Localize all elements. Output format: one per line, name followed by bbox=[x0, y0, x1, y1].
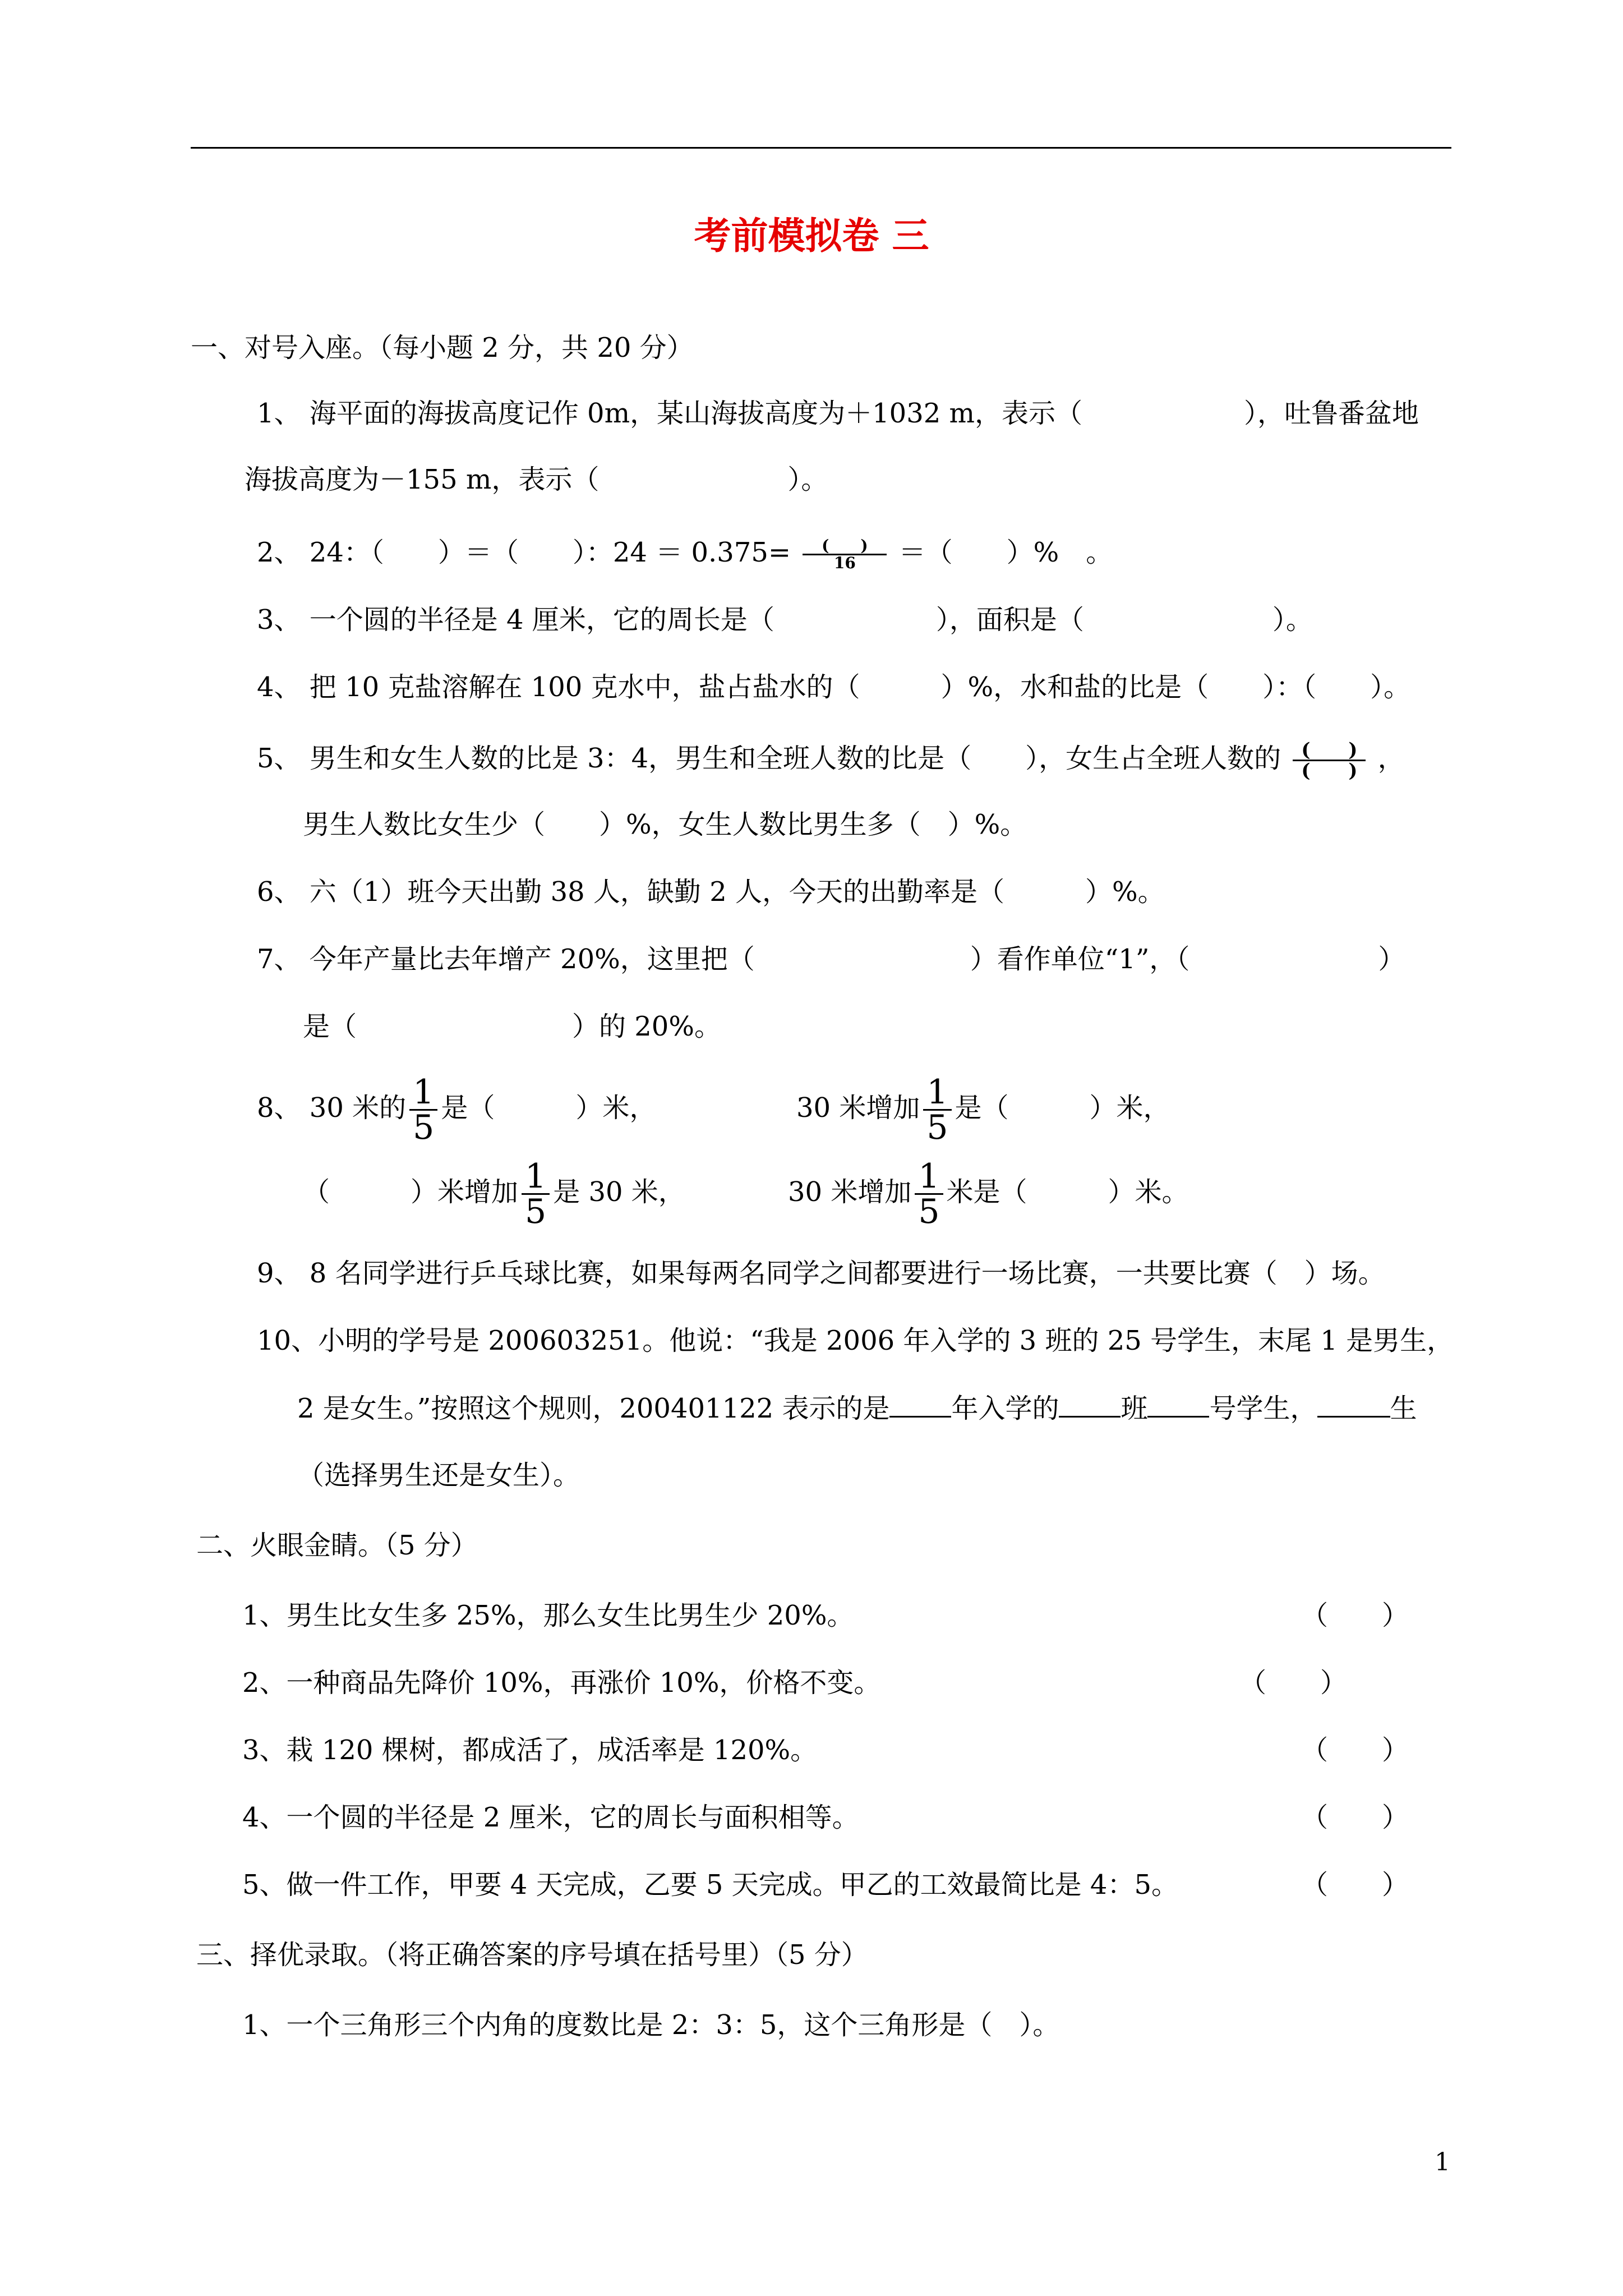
section1-heading: 一、对号入座。（每小题 2 分，共 20 分） bbox=[191, 332, 694, 364]
q10-line2 bbox=[297, 1391, 1417, 1425]
tf-item-2: 2、一种商品先降价 10%，再涨价 10%，价格不变。 bbox=[242, 1667, 881, 1699]
q9: 9、 8 名同学进行乒乓球比赛，如果每两名同学之间都要进行一场比赛，一共要比赛（ ）场。 bbox=[257, 1258, 1385, 1289]
header-rule bbox=[191, 147, 1451, 149]
q2-after: ＝（ ）% 。 bbox=[898, 537, 1113, 568]
section3-heading: 三、择优录取。（将正确答案的序号填在括号里）（5 分） bbox=[196, 1939, 868, 1971]
q8-c-fraction bbox=[522, 1157, 550, 1231]
q5-fraction bbox=[1293, 740, 1366, 780]
q2-fraction bbox=[803, 538, 887, 571]
q3: 3、 一个圆的半径是 4 厘米，它的周长是（ ），面积是（ ）。 bbox=[257, 604, 1313, 636]
q8-a-before: 8、 30 米的 bbox=[257, 1092, 407, 1124]
q10-line2-d: 号学生， bbox=[1209, 1393, 1317, 1424]
q10-line2-c: 班 bbox=[1121, 1393, 1148, 1424]
tf-item-4: 4、一个圆的半径是 2 厘米，它的周长与面积相等。 bbox=[242, 1802, 859, 1833]
q8-d-fraction-numerator: 1 bbox=[918, 1157, 940, 1196]
q10-line2-e: 生 bbox=[1390, 1393, 1417, 1424]
q8-b-fraction bbox=[923, 1073, 951, 1147]
q2 bbox=[257, 536, 1113, 571]
q2-before: 2、 24：（ ）＝（ ）：24 ＝ 0.375= bbox=[257, 537, 791, 568]
tf-item-3-paren: （ ） bbox=[1301, 1734, 1409, 1766]
q8-b-fraction-numerator: 1 bbox=[926, 1073, 948, 1112]
q7-line1: 7、 今年产量比去年增产 20%，这里把（ ）看作单位“1”，（ ） bbox=[257, 944, 1405, 975]
mc-question-1: 1、一个三角形三个内角的度数比是 2：3：5，这个三角形是（ ）。 bbox=[242, 2009, 1060, 2041]
q7-line2: 是（ ）的 20%。 bbox=[303, 1011, 721, 1042]
q10-line1: 10、小明的学号是 200603251。他说：“我是 2006 年入学的 3 班的 25 号学生，末尾 1 是男生， bbox=[257, 1325, 1454, 1356]
page-title: 考前模拟卷 三 bbox=[694, 214, 929, 257]
q8-part-c bbox=[303, 1156, 685, 1231]
q5-after: ， bbox=[1377, 743, 1405, 774]
section2-heading: 二、火眼金睛。（5 分） bbox=[196, 1530, 478, 1561]
q2-fraction-numerator: ( ) bbox=[822, 536, 868, 555]
q8-a-after: 是（ ）米， bbox=[441, 1092, 657, 1124]
q10-line3: （选择男生还是女生）。 bbox=[297, 1460, 580, 1491]
q10-blank-number bbox=[1147, 1391, 1209, 1418]
q8-d-fraction-denominator: 5 bbox=[918, 1192, 940, 1231]
q1-line1: 1、 海平面的海拔高度记作 0m，某山海拔高度为＋1032 m，表示（ ），吐鲁番盆地 bbox=[257, 398, 1419, 429]
q8-c-before: （ ）米增加 bbox=[303, 1176, 519, 1208]
q8-b-after: 是（ ）米， bbox=[955, 1092, 1170, 1124]
q4: 4、 把 10 克盐溶解在 100 克水中，盐占盐水的（ ）%，水和盐的比是（ ）：（ ）。 bbox=[257, 671, 1411, 703]
tf-item-5: 5、做一件工作，甲要 4 天完成，乙要 5 天完成。甲乙的工效最简比是 4：5。 bbox=[242, 1869, 1178, 1901]
q8-d-before: 30 米增加 bbox=[788, 1176, 912, 1208]
q10-blank-year bbox=[889, 1391, 951, 1418]
q8-d-fraction bbox=[915, 1157, 943, 1231]
tf-item-5-paren: （ ） bbox=[1301, 1869, 1409, 1901]
q8-a-fraction bbox=[409, 1073, 437, 1147]
q8-part-a bbox=[257, 1071, 657, 1147]
q6: 6、 六（1）班今天出勤 38 人，缺勤 2 人，今天的出勤率是（ ）%。 bbox=[257, 876, 1165, 908]
tf-item-2-paren: （ ） bbox=[1239, 1667, 1348, 1699]
q5-fraction-numerator: ( ) bbox=[1301, 739, 1358, 761]
q8-b-fraction-denominator: 5 bbox=[926, 1108, 948, 1147]
q8-c-fraction-numerator: 1 bbox=[525, 1157, 547, 1196]
q5-fraction-denominator: ( ) bbox=[1301, 760, 1358, 782]
q10-blank-gender bbox=[1317, 1391, 1390, 1418]
q8-part-b bbox=[796, 1071, 1170, 1147]
q8-a-fraction-denominator: 5 bbox=[413, 1108, 435, 1147]
q8-c-fraction-denominator: 5 bbox=[525, 1192, 547, 1231]
tf-item-1-paren: （ ） bbox=[1301, 1600, 1409, 1631]
q8-a-fraction-numerator: 1 bbox=[413, 1073, 435, 1112]
q10-blank-class bbox=[1059, 1391, 1121, 1418]
page-number: 1 bbox=[1435, 2148, 1450, 2177]
q8-d-after: 米是（ ）米。 bbox=[946, 1176, 1189, 1208]
tf-item-1: 1、男生比女生多 25%，那么女生比男生少 20%。 bbox=[242, 1600, 854, 1631]
tf-item-3: 3、栽 120 棵树，都成活了，成活率是 120%。 bbox=[242, 1734, 818, 1766]
q10-line2-a: 2 是女生。”按照这个规则，200401122 表示的是 bbox=[297, 1393, 890, 1424]
q5-before: 5、 男生和女生人数的比是 3：4，男生和全班人数的比是（ ），女生占全班人数的 bbox=[257, 743, 1281, 774]
tf-item-4-paren: （ ） bbox=[1301, 1802, 1409, 1833]
q1-line2: 海拔高度为－155 m，表示（ ）。 bbox=[245, 464, 828, 495]
q10-line2-b: 年入学的 bbox=[951, 1393, 1059, 1424]
q8-c-after: 是 30 米， bbox=[553, 1176, 685, 1208]
q8-part-d bbox=[788, 1156, 1189, 1231]
q2-fraction-denominator: 16 bbox=[833, 554, 856, 572]
q8-b-before: 30 米增加 bbox=[796, 1092, 920, 1124]
q5-line2: 男生人数比女生少（ ）%，女生人数比男生多（ ）%。 bbox=[303, 809, 1027, 840]
q5-line1 bbox=[257, 740, 1405, 780]
